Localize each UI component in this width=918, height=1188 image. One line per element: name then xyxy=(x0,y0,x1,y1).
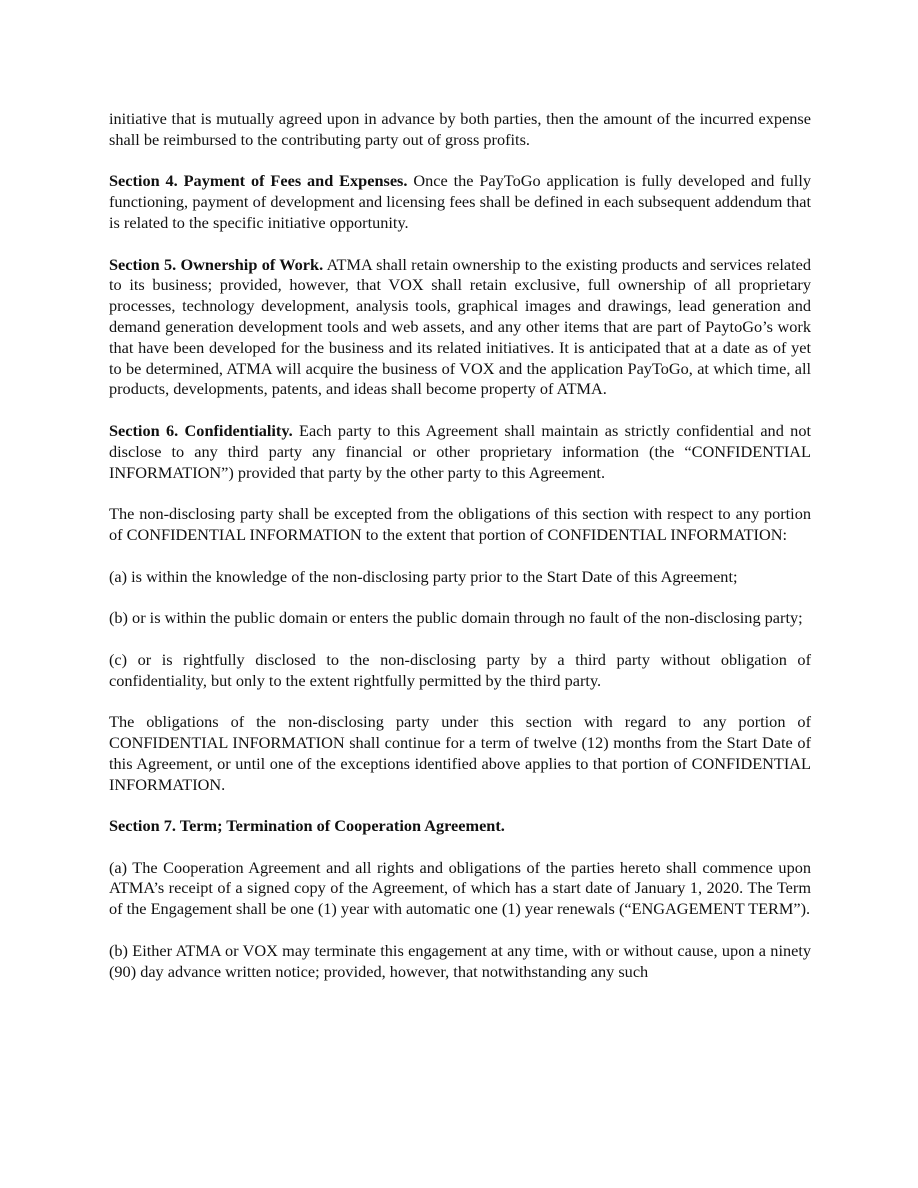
term-item-b xyxy=(109,941,811,983)
paragraph-text: (b) Either ATMA or VOX may terminate this engagement at any time, with or without cause, upon a ninety (90) day advance written notice; provided, however, that notwithstanding any such xyxy=(109,940,811,981)
section-5-ownership-of-work xyxy=(109,255,811,401)
section-text: ATMA shall retain ownership to the existing products and services related to its business; provided, however, that VOX shall retain exclusive, full ownership of all proprietary processes, technology development, analysis tools, graphical images and drawings, lead generation and demand generation development tools and web assets, and any other items that are part of PaytoGo’s work that have been developed for the business and its related initiatives. It is anticipated that at a date as of yet to be determined, ATMA will acquire the business of VOX and the application PayToGo, at which time, all products, developments, patents, and ideas shall become property of ATMA. xyxy=(109,254,811,399)
term-item-a xyxy=(109,858,811,920)
section-text: Once the PayToGo application is fully developed and fully functioning, payment of development and licensing fees shall be defined in each subsequent addendum that is related to the specific initiative opportunity. xyxy=(109,171,811,232)
section-7-term-termination xyxy=(109,816,811,837)
paragraph-text: (a) The Cooperation Agreement and all rights and obligations of the parties hereto shall commence upon ATMA’s receipt of a signed copy of the Agreement, of which has a start date of January 1, 2020. The Term of the Engagement shall be one (1) year with automatic one (1) year renewals (“ENGAGEMENT TERM”). xyxy=(109,857,811,919)
section-heading: Section 4. Payment of Fees and Expenses. xyxy=(109,171,408,191)
paragraph-text: The obligations of the non-disclosing party under this section with regard to any portion of CONFIDENTIAL INFORMATION shall continue for a term of twelve (12) months from the Start Date of this Agreement, or until one of the exceptions identified above applies to that portion of CONFIDENTIAL INFORMATION. xyxy=(109,712,811,794)
paragraph-text: (a) is within the knowledge of the non-disclosing party prior to the Start Date of this Agreement; xyxy=(109,566,738,586)
paragraph-obligations-term xyxy=(109,712,811,795)
section-text: Each party to this Agreement shall maintain as strictly confidential and not disclose to any third party any financial or other proprietary information (the “CONFIDENTIAL INFORMATION”) provided that party by the other party to this Agreement. xyxy=(109,420,811,482)
section-6-confidentiality xyxy=(109,421,811,483)
paragraph-text: initiative that is mutually agreed upon in advance by both parties, then the amount of the incurred expense shall be reimbursed to the contributing party out of gross profits. xyxy=(109,109,811,149)
section-4-payment-of-fees xyxy=(109,171,811,233)
paragraph-text: (b) or is within the public domain or enters the public domain through no fault of the non-disclosing party; xyxy=(109,608,803,628)
exception-item-c xyxy=(109,650,811,692)
paragraph-exceptions-intro xyxy=(109,504,811,546)
paragraph-text: (c) or is rightfully disclosed to the non-disclosing party by a third party without obligation of confidentiality, but only to the extent rightfully permitted by the third party. xyxy=(109,649,811,690)
paragraph-initiative-continuation xyxy=(109,109,811,151)
paragraph-text: The non-disclosing party shall be excepted from the obligations of this section with respect to any portion of CONFIDENTIAL INFORMATION to the extent that portion of CONFIDENTIAL INFORMATION: xyxy=(109,504,811,544)
section-heading: Section 7. Term; Termination of Cooperation Agreement. xyxy=(109,816,505,836)
section-heading: Section 5. Ownership of Work. xyxy=(109,254,324,274)
exception-item-b xyxy=(109,608,811,629)
section-heading: Section 6. Confidentiality. xyxy=(109,420,293,440)
document-page xyxy=(109,109,811,1003)
exception-item-a xyxy=(109,567,811,588)
